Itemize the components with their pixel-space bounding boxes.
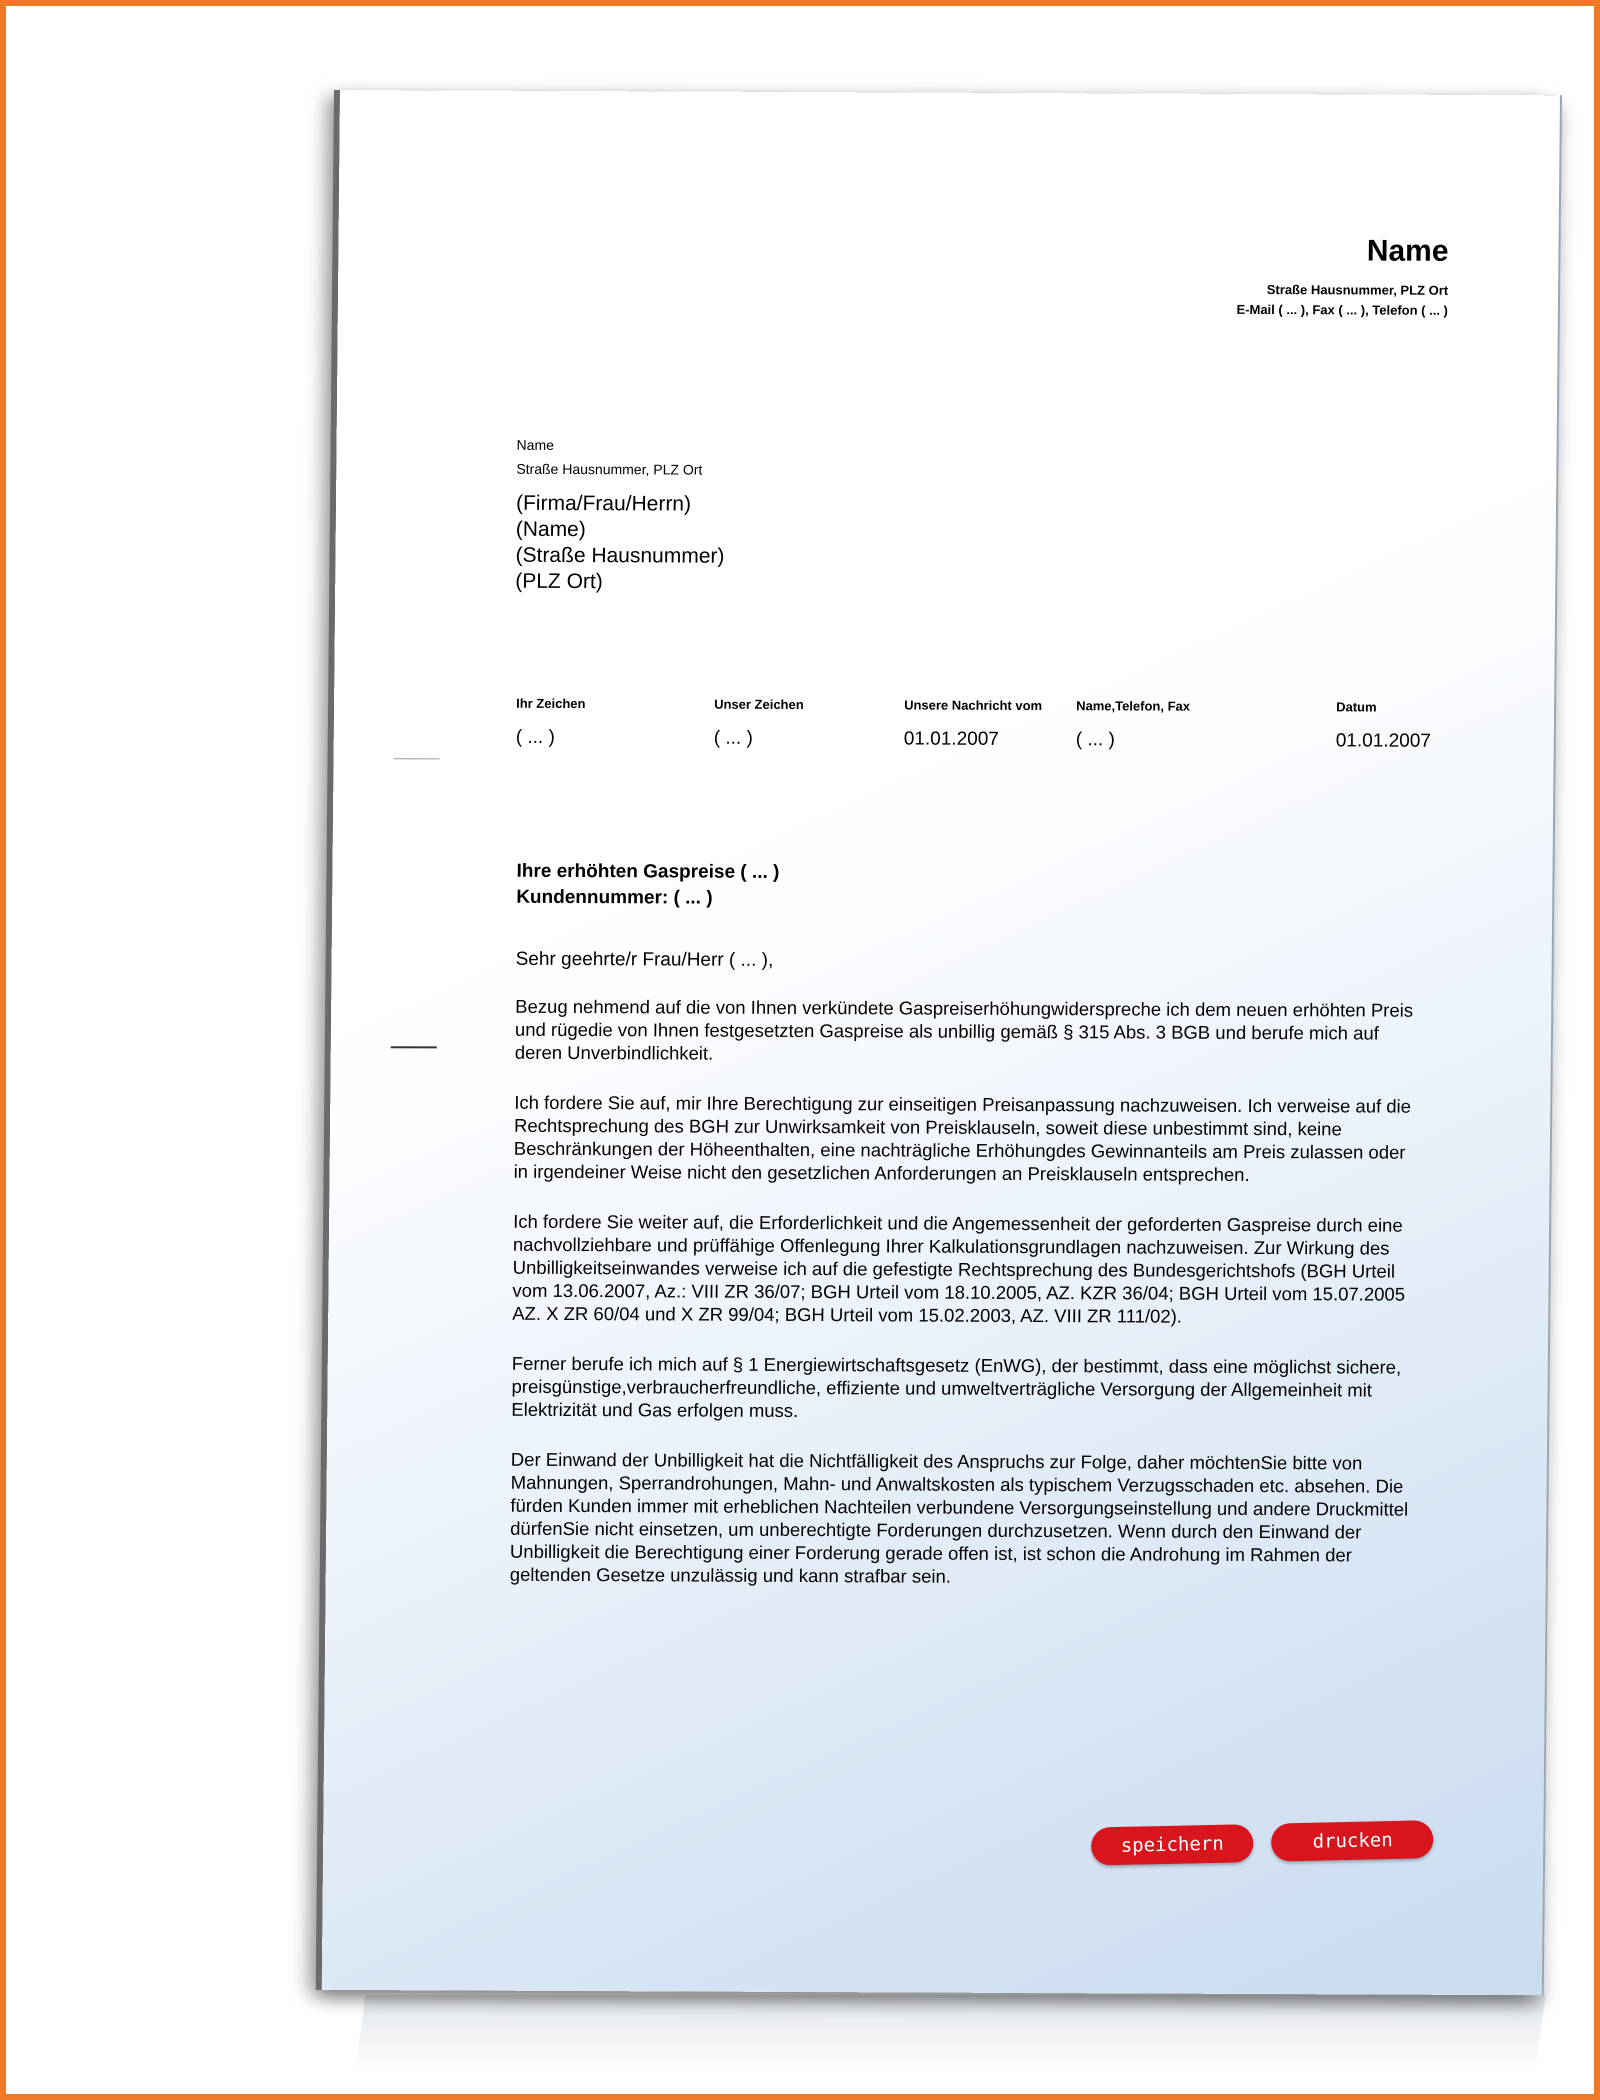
print-button[interactable]: drucken	[1271, 1820, 1434, 1862]
ref-label: Name,Telefon, Fax	[1076, 698, 1191, 714]
recipient-line: (PLZ Ort)	[515, 569, 603, 594]
return-address-name: Name	[516, 436, 555, 453]
recipient-line: (Name)	[515, 517, 586, 542]
ref-label: Ihr Zeichen	[516, 695, 586, 712]
ref-unser-zeichen	[714, 697, 804, 750]
recipient-address	[515, 491, 725, 596]
ref-value: 01.01.2007	[903, 728, 999, 750]
return-address	[516, 433, 702, 482]
subject-line: Ihre erhöhten Gaspreise ( ... )	[516, 860, 780, 883]
sender-name: Name	[1366, 234, 1449, 268]
ref-ihr-zeichen	[516, 696, 586, 749]
ref-label: Unser Zeichen	[714, 696, 804, 713]
ref-value: 01.01.2007	[1335, 730, 1431, 752]
save-button[interactable]: speichern	[1090, 1824, 1253, 1866]
body-paragraph: Ich fordere Sie auf, mir Ihre Berechtigung zur einseitigen Preisanpassung nachzuweisen. Ich verweise auf die Rechtsprechung des BGH zur Unwirksamkeit von Preisklauseln, soweit diese unbestimmt sind, keine Beschränkungen der Höheenthalten, eine nachträgliche Erhöhungdes Gewinnanteils am Preis zulassen oder in irgendeiner Weise nicht den gesetzlichen Anforderungen an Preisklauseln entsprechen.	[513, 1091, 1412, 1185]
recipient-line: (Firma/Frau/Herrn)	[515, 491, 692, 516]
fold-mark	[394, 758, 440, 759]
body-paragraph: Der Einwand der Unbilligkeit hat die Nichtfälligkeit des Anspruchs zur Folge, daher möchtenSie bitte von Mahnungen, Sperrandrohungen, Mahn- und Anwaltskosten als typischem Verzugsschaden etc. absehen. Die fürden Kunden immer mit erheblichen Nachteilen verbundene Versorgungseinstellung und andere Druckmittel dürfenSie nicht einsetzen, um unberechtigte Forderungen durchzusetzen. Wenn durch den Einwand der Unbilligkeit die Berechtigung einer Forderung gerade offen ist, ist schon die Androhung im Rahmen der geltenden Gesetze unzulässig und kann strafbar sein.	[509, 1448, 1409, 1587]
letter-subject	[516, 859, 779, 912]
sender-address: Straße Hausnummer, PLZ Ort	[1266, 282, 1449, 298]
ref-label: Datum	[1336, 699, 1377, 715]
action-buttons	[1076, 1820, 1433, 1866]
customer-number-line: Kundennummer: ( ... )	[516, 886, 713, 909]
ref-unsere-nachricht	[904, 697, 1043, 751]
reference-line	[516, 696, 1437, 770]
ref-datum	[1336, 699, 1432, 752]
letter-page	[322, 90, 1562, 1995]
body-paragraph: Ferner berufe ich mich auf § 1 Energiewirtschaftsgesetz (EnWG), der bestimmt, dass eine möglichst sichere, preisgünstige,verbraucherfreundliche, effiziente und umweltverträgliche Versorgung der Allgemeinheit mit Elektrizität und Gas erfolgen muss.	[511, 1352, 1402, 1421]
letter-body	[509, 995, 1425, 1617]
ref-value: ( ... )	[515, 726, 555, 748]
body-paragraph: Bezug nehmend auf die von Ihnen verkündete Gaspreiserhöhungwiderspreche ich dem neuen erhöhten Preis und rügedie von Ihnen festgesetzten Gaspreise als unbillig gemäß § 315 Abs. 3 BGB und berufe mich auf deren Unverbindlichkeit.	[514, 995, 1414, 1064]
ref-value: ( ... )	[713, 727, 753, 749]
ref-name-telefon-fax	[1076, 698, 1190, 751]
ref-label: Unsere Nachricht vom	[904, 697, 1043, 714]
recipient-line: (Straße Hausnummer)	[515, 543, 725, 568]
body-paragraph: Ich fordere Sie weiter auf, die Erforderlichkeit und die Angemessenheit der geforderten Gaspreise durch eine nachvollziehbare und prüffähige Offenlegung Ihrer Kalkulationsgrundlagen nachzuweisen. Zur Wirkung des Unbilligkeitseinwandes verweise ich auf die gefestigte Rechtsprechung des Bundesgerichtshofs (BGH Urteil vom 13.06.2007, Az.: VIII ZR 36/07; BGH Urteil vom 18.10.2005, AZ. KZR 36/04; BGH Urteil vom 15.07.2005 AZ. X ZR 60/04 und X ZR 99/04; BGH Urteil vom 15.02.2003, AZ. VIII ZR 111/02).	[512, 1210, 1406, 1327]
return-address-street: Straße Hausnummer, PLZ Ort	[516, 460, 703, 478]
sender-contact: E-Mail ( ... ), Fax ( ... ), Telefon ( ... )	[1236, 301, 1449, 318]
ref-value: ( ... )	[1075, 729, 1115, 751]
hole-mark	[391, 1046, 437, 1048]
paper-reflection	[354, 1995, 1545, 2075]
sender-block	[1236, 234, 1448, 321]
salutation: Sehr geehrte/r Frau/Herr ( ... ),	[515, 948, 774, 971]
